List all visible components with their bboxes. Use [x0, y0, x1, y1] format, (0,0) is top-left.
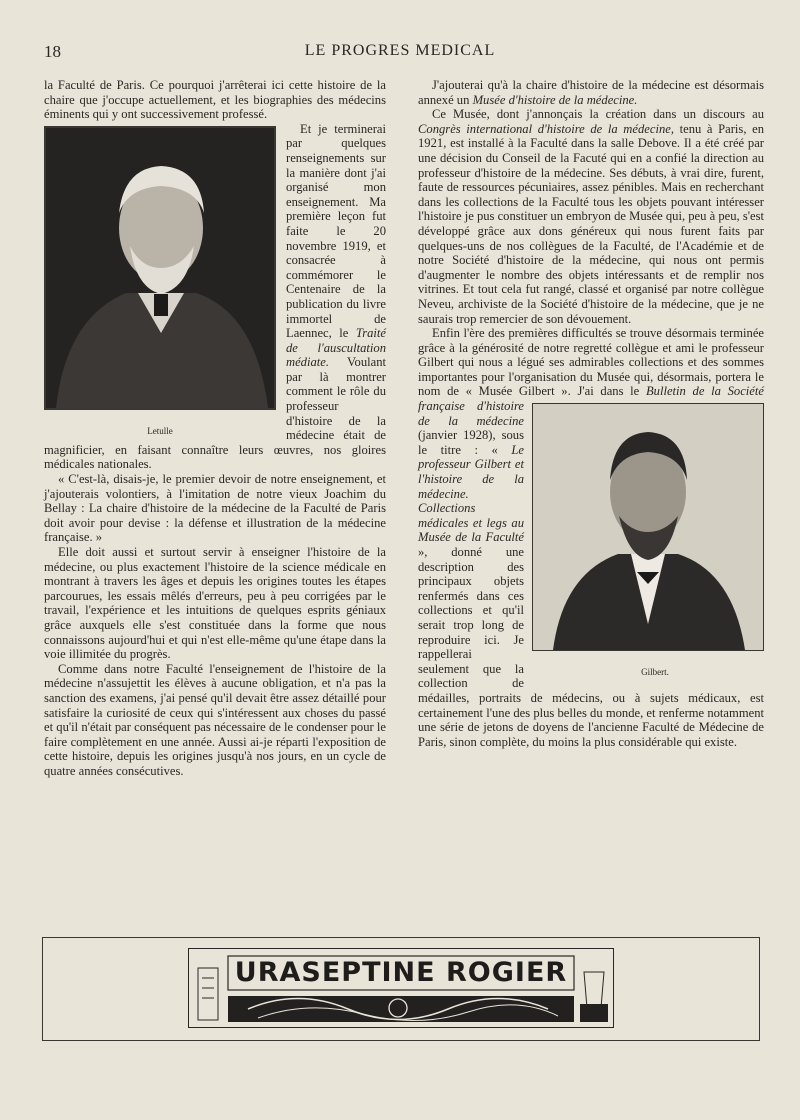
advertisement-banner [42, 937, 760, 1041]
paragraph: la Faculté de Paris. Ce pourquoi j'arrêterai ici cette histoire de la chaire que j'occupe actuellement, et les biographies des médecins éminents qui y ont successivement professé. [44, 78, 386, 122]
paragraph: J'ajouterai qu'à la chaire d'histoire de la médecine est désormais annexé un Musée d'histoire de la médecine. [418, 78, 764, 107]
advertisement-artwork [188, 948, 614, 1028]
right-column [418, 78, 764, 749]
portrait-photo-gilbert [532, 403, 764, 651]
paragraph: « C'est-là, disais-je, le premier devoir de notre enseignement, et j'ajouterais volontiers, à l'imitation de notre vieux Joachim du Bellay : La chaire d'histoire de la médecine de la Faculté de Paris doit avoir pour devise : la défense et illustration de la médecine française. » [44, 472, 386, 545]
left-column [44, 78, 386, 779]
figure-gilbert [532, 403, 764, 680]
figure-letulle [44, 126, 276, 439]
paragraph: Enfin l'ère des premières difficultés se trouve désormais terminée grâce à la générosité de notre regretté collègue et ami le professeur Gilbert qui nous a légué ses admirables collections et des sommes importantes pour l'organisation du Musée qui, désormais, portera le nom de « Musée Gilbert ». J'ai dans le Gilbert. Bulletin de la Société française d'histoire de la médecine (janvier 1928), sous le titre : « Le professeur Gilbert et l'histoire de la médecine. Collections médicales et legs au Musée de la Faculté », donné une description des principaux objets renfermés dans ces collections et qu'il serait trop long de reproduire ici. Je rappellerai seulement que la collection de médailles, portraits de médecins, ou à sujets médicaux, est certainement l'une des plus belles du monde, et renferme notamment une série de jetons de doyens de l'ancienne Faculté de Médecine de Paris, sinon complète, du moins la plus considérable qui existe. [418, 326, 764, 749]
paragraph: Ce Musée, dont j'annonçais la création dans un discours au Congrès international d'histoire de la médecine, tenu à Paris, en 1921, est installé à la Faculté dans la salle Debove. Il a été créé par une décision du Conseil de la Facuté qui en a confié la direction au professeur d'histoire de la médecine. Ses débuts, à vrai dire, furent, faute de ressources pécuniaires, assez pénibles. Mais en recherchant dans les collections de la Faculté tous les objets pouvant intéresser l'histoire je pus constituer un embryon de Musée qui, peu à peu, s'est développé grâce aux dons généreux qui nous furent faits par quelques-uns de nos collègues de la Faculté, de l'Académie et de notre Société d'histoire de la médecine, qui nous ont permis d'augmenter le nombre des objets intéressants et de remplir nos vitrines. Et tout cela fut rangé, classé et organisé par notre collègue Neveu, archiviste de la Société d'histoire de la médecine, que je ne saurais trop remercier de son dévouement. [418, 107, 764, 326]
advertisement-brand: URASEPTINE ROGIER [234, 957, 568, 988]
figure-caption: Letulle [147, 425, 173, 436]
portrait-photo-letulle [44, 126, 276, 410]
paragraph: Comme dans notre Faculté l'enseignement de l'histoire de la médecine n'assujettit les élèves à aucune obligation, et n'a pas la sanction des examens, j'ai pensé qu'il devait être assez détaillé pour satisfaire la curiosité de ceux qui s'intéressent aux choses du passé et qu'il n'était par conséquent pas nécessaire de le condenser pour le faire complètement en une année. Aussi ai-je réparti l'exposition de cette histoire, depuis les origines jusqu'à nos jours, en un cycle de quatre années consécutives. [44, 661, 386, 778]
paragraph: Et je terminerai par quelques renseignements sur la manière dont j'ai organisé mon enseignement. Ma première leçon fut faite le 20 novembre 1919, et consacrée à commémorer le Centenaire de la publication du livre immortel de Laennec, le Traité de l'auscultation médiate. Voulant par là montrer comment le rôle du professeur d'histoire de la médecine était de magnificier, en faisant connaître leurs œuvres, nos gloires médicales nationales. [44, 121, 386, 472]
page-number: 18 [44, 42, 61, 61]
running-head: LE PROGRES MEDICAL [304, 42, 496, 59]
figure-caption: Gilbert. [641, 667, 669, 678]
paragraph: Elle doit aussi et surtout servir à enseigner l'histoire de la médecine, ou plus exactement l'histoire de la science médicale en montrant à travers les âges et depuis les origines toutes les étapes parcourues, les essais mêlés d'erreurs, peu à peu corrigées par le travail, l'expérience et les intuitions de quelques esprits géniaux grâce auxquels elle s'est constituée dans la forme que nous connaissons aujourd'hui et qui n'est elle-même qu'une étape dans la voie illimitée du progrès. [44, 545, 386, 662]
